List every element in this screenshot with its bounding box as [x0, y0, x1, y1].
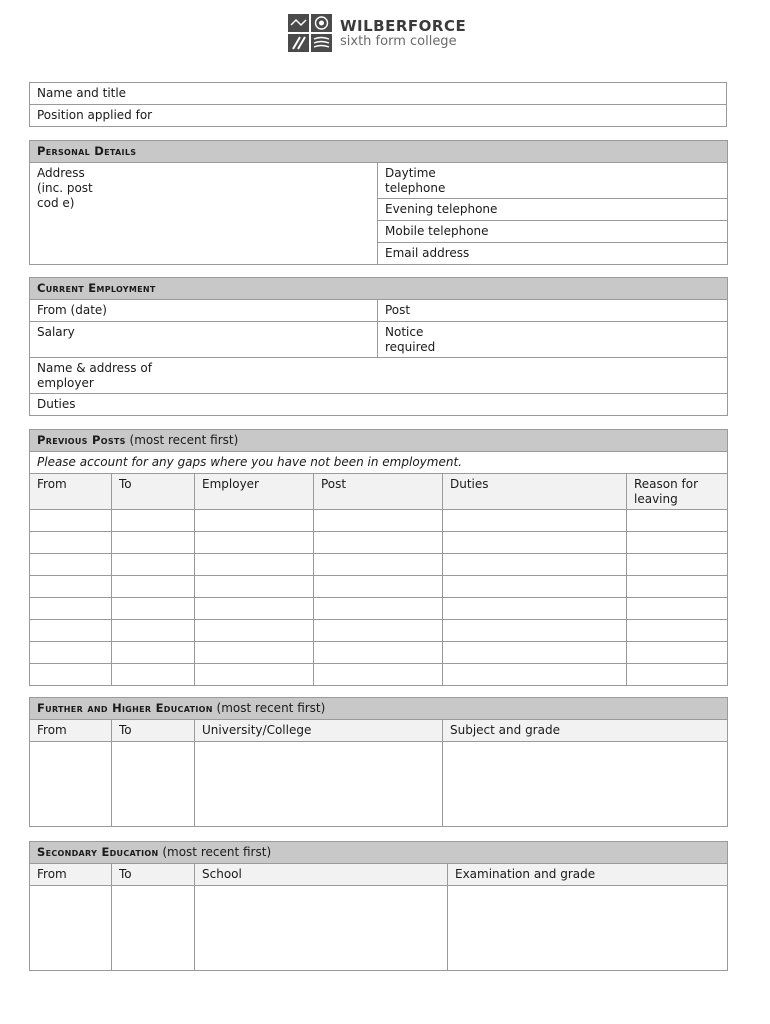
from-date-label: From (date) [37, 303, 107, 317]
table-cell[interactable] [314, 664, 443, 686]
table-cell[interactable] [30, 576, 112, 598]
salary-label: Salary [37, 325, 75, 339]
table-cell[interactable] [195, 576, 314, 598]
table-cell[interactable] [112, 532, 195, 554]
personal-details-table [29, 140, 728, 265]
table-cell[interactable] [314, 576, 443, 598]
col-duties: Duties [443, 474, 627, 510]
table-cell[interactable] [443, 576, 627, 598]
col-from: From [30, 864, 112, 886]
col-from: From [30, 474, 112, 510]
table-row [30, 664, 728, 686]
employer-address-label: Name & address of employer [37, 361, 152, 390]
table-row [30, 598, 728, 620]
position-applied-label: Position applied for [37, 108, 153, 122]
table-cell[interactable] [30, 510, 112, 532]
table-cell[interactable] [627, 576, 728, 598]
crest-icon [288, 14, 332, 52]
table-cell[interactable] [443, 642, 627, 664]
duties-field[interactable] [30, 394, 728, 416]
table-cell[interactable] [112, 886, 195, 971]
secondary-education-heading: Secondary Education (most recent first) [30, 842, 728, 864]
table-row [30, 554, 728, 576]
table-cell[interactable] [627, 532, 728, 554]
table-cell[interactable] [30, 532, 112, 554]
table-cell[interactable] [112, 576, 195, 598]
table-cell[interactable] [443, 742, 728, 827]
current-employment-table [29, 277, 728, 416]
mobile-telephone-label: Mobile telephone [385, 224, 489, 238]
post-field[interactable] [378, 300, 728, 322]
table-cell[interactable] [443, 532, 627, 554]
secondary-education-table [29, 841, 728, 971]
col-post: Post [314, 474, 443, 510]
table-cell[interactable] [195, 554, 314, 576]
table-cell[interactable] [195, 510, 314, 532]
col-employer: Employer [195, 474, 314, 510]
table-row [30, 642, 728, 664]
table-cell[interactable] [314, 620, 443, 642]
further-education-table [29, 697, 728, 827]
table-cell[interactable] [314, 642, 443, 664]
table-cell[interactable] [112, 742, 195, 827]
table-cell[interactable] [112, 642, 195, 664]
table-cell[interactable] [314, 532, 443, 554]
table-cell[interactable] [30, 742, 112, 827]
col-university-college: University/College [195, 720, 443, 742]
previous-posts-table [29, 429, 728, 686]
email-address-field[interactable] [378, 243, 728, 265]
table-cell[interactable] [627, 642, 728, 664]
daytime-telephone-label: Daytime telephone [385, 166, 446, 195]
table-cell[interactable] [627, 598, 728, 620]
table-cell[interactable] [627, 620, 728, 642]
table-cell[interactable] [195, 886, 448, 971]
table-row [30, 576, 728, 598]
applicant-table [29, 82, 727, 127]
col-examination-grade: Examination and grade [448, 864, 728, 886]
table-cell[interactable] [112, 664, 195, 686]
notice-required-field[interactable] [378, 322, 728, 358]
name-title-field[interactable] [30, 83, 727, 105]
table-cell[interactable] [30, 886, 112, 971]
table-cell[interactable] [314, 510, 443, 532]
table-cell[interactable] [30, 620, 112, 642]
table-cell[interactable] [112, 598, 195, 620]
table-cell[interactable] [195, 620, 314, 642]
table-row [30, 620, 728, 642]
table-cell[interactable] [195, 598, 314, 620]
duties-label: Duties [37, 397, 76, 411]
table-cell[interactable] [627, 510, 728, 532]
table-cell[interactable] [195, 742, 443, 827]
mobile-telephone-field[interactable] [378, 221, 728, 243]
col-to: To [112, 474, 195, 510]
table-cell[interactable] [443, 598, 627, 620]
table-cell[interactable] [30, 642, 112, 664]
col-school: School [195, 864, 448, 886]
table-cell[interactable] [443, 510, 627, 532]
col-to: To [112, 720, 195, 742]
employment-gaps-note: Please account for any gaps where you have not been in employment. [30, 452, 728, 474]
table-cell[interactable] [195, 532, 314, 554]
personal-details-heading: Personal Details [30, 141, 728, 163]
table-cell[interactable] [195, 664, 314, 686]
table-cell[interactable] [314, 598, 443, 620]
evening-telephone-label: Evening telephone [385, 202, 498, 216]
table-cell[interactable] [112, 554, 195, 576]
table-cell[interactable] [627, 664, 728, 686]
logo-subtitle: sixth form college [340, 33, 457, 49]
table-cell[interactable] [112, 510, 195, 532]
table-cell[interactable] [443, 664, 627, 686]
employer-address-field[interactable] [30, 358, 728, 394]
table-cell[interactable] [112, 620, 195, 642]
address-field[interactable] [30, 163, 378, 265]
table-cell[interactable] [30, 664, 112, 686]
table-cell[interactable] [627, 554, 728, 576]
salary-field[interactable] [30, 322, 378, 358]
table-row [30, 886, 728, 971]
table-cell[interactable] [443, 554, 627, 576]
table-row [30, 742, 728, 827]
table-cell[interactable] [195, 642, 314, 664]
col-to: To [112, 864, 195, 886]
table-cell[interactable] [314, 554, 443, 576]
col-subject-grade: Subject and grade [443, 720, 728, 742]
address-label: Address (inc. postcod e) [37, 166, 93, 210]
previous-posts-heading: Previous Posts (most recent first) [30, 430, 728, 452]
further-education-heading: Further and Higher Education (most recent first) [30, 698, 728, 720]
table-cell[interactable] [443, 620, 627, 642]
position-applied-field[interactable] [30, 105, 727, 127]
col-from: From [30, 720, 112, 742]
college-logo [288, 14, 466, 52]
table-row [30, 532, 728, 554]
col-reason-for-leaving: Reason for leaving [627, 474, 728, 510]
table-cell[interactable] [30, 598, 112, 620]
table-row [30, 510, 728, 532]
logo-title: WILBERFORCE [340, 16, 467, 35]
table-cell[interactable] [30, 554, 112, 576]
from-date-field[interactable] [30, 300, 378, 322]
post-label: Post [385, 303, 411, 317]
name-title-label: Name and title [37, 86, 127, 100]
email-address-label: Email address [385, 246, 470, 260]
daytime-telephone-field[interactable] [378, 163, 728, 199]
notice-required-label: Notice required [385, 325, 436, 354]
table-cell[interactable] [448, 886, 728, 971]
evening-telephone-field[interactable] [378, 199, 728, 221]
current-employment-heading: Current Employment [30, 278, 728, 300]
